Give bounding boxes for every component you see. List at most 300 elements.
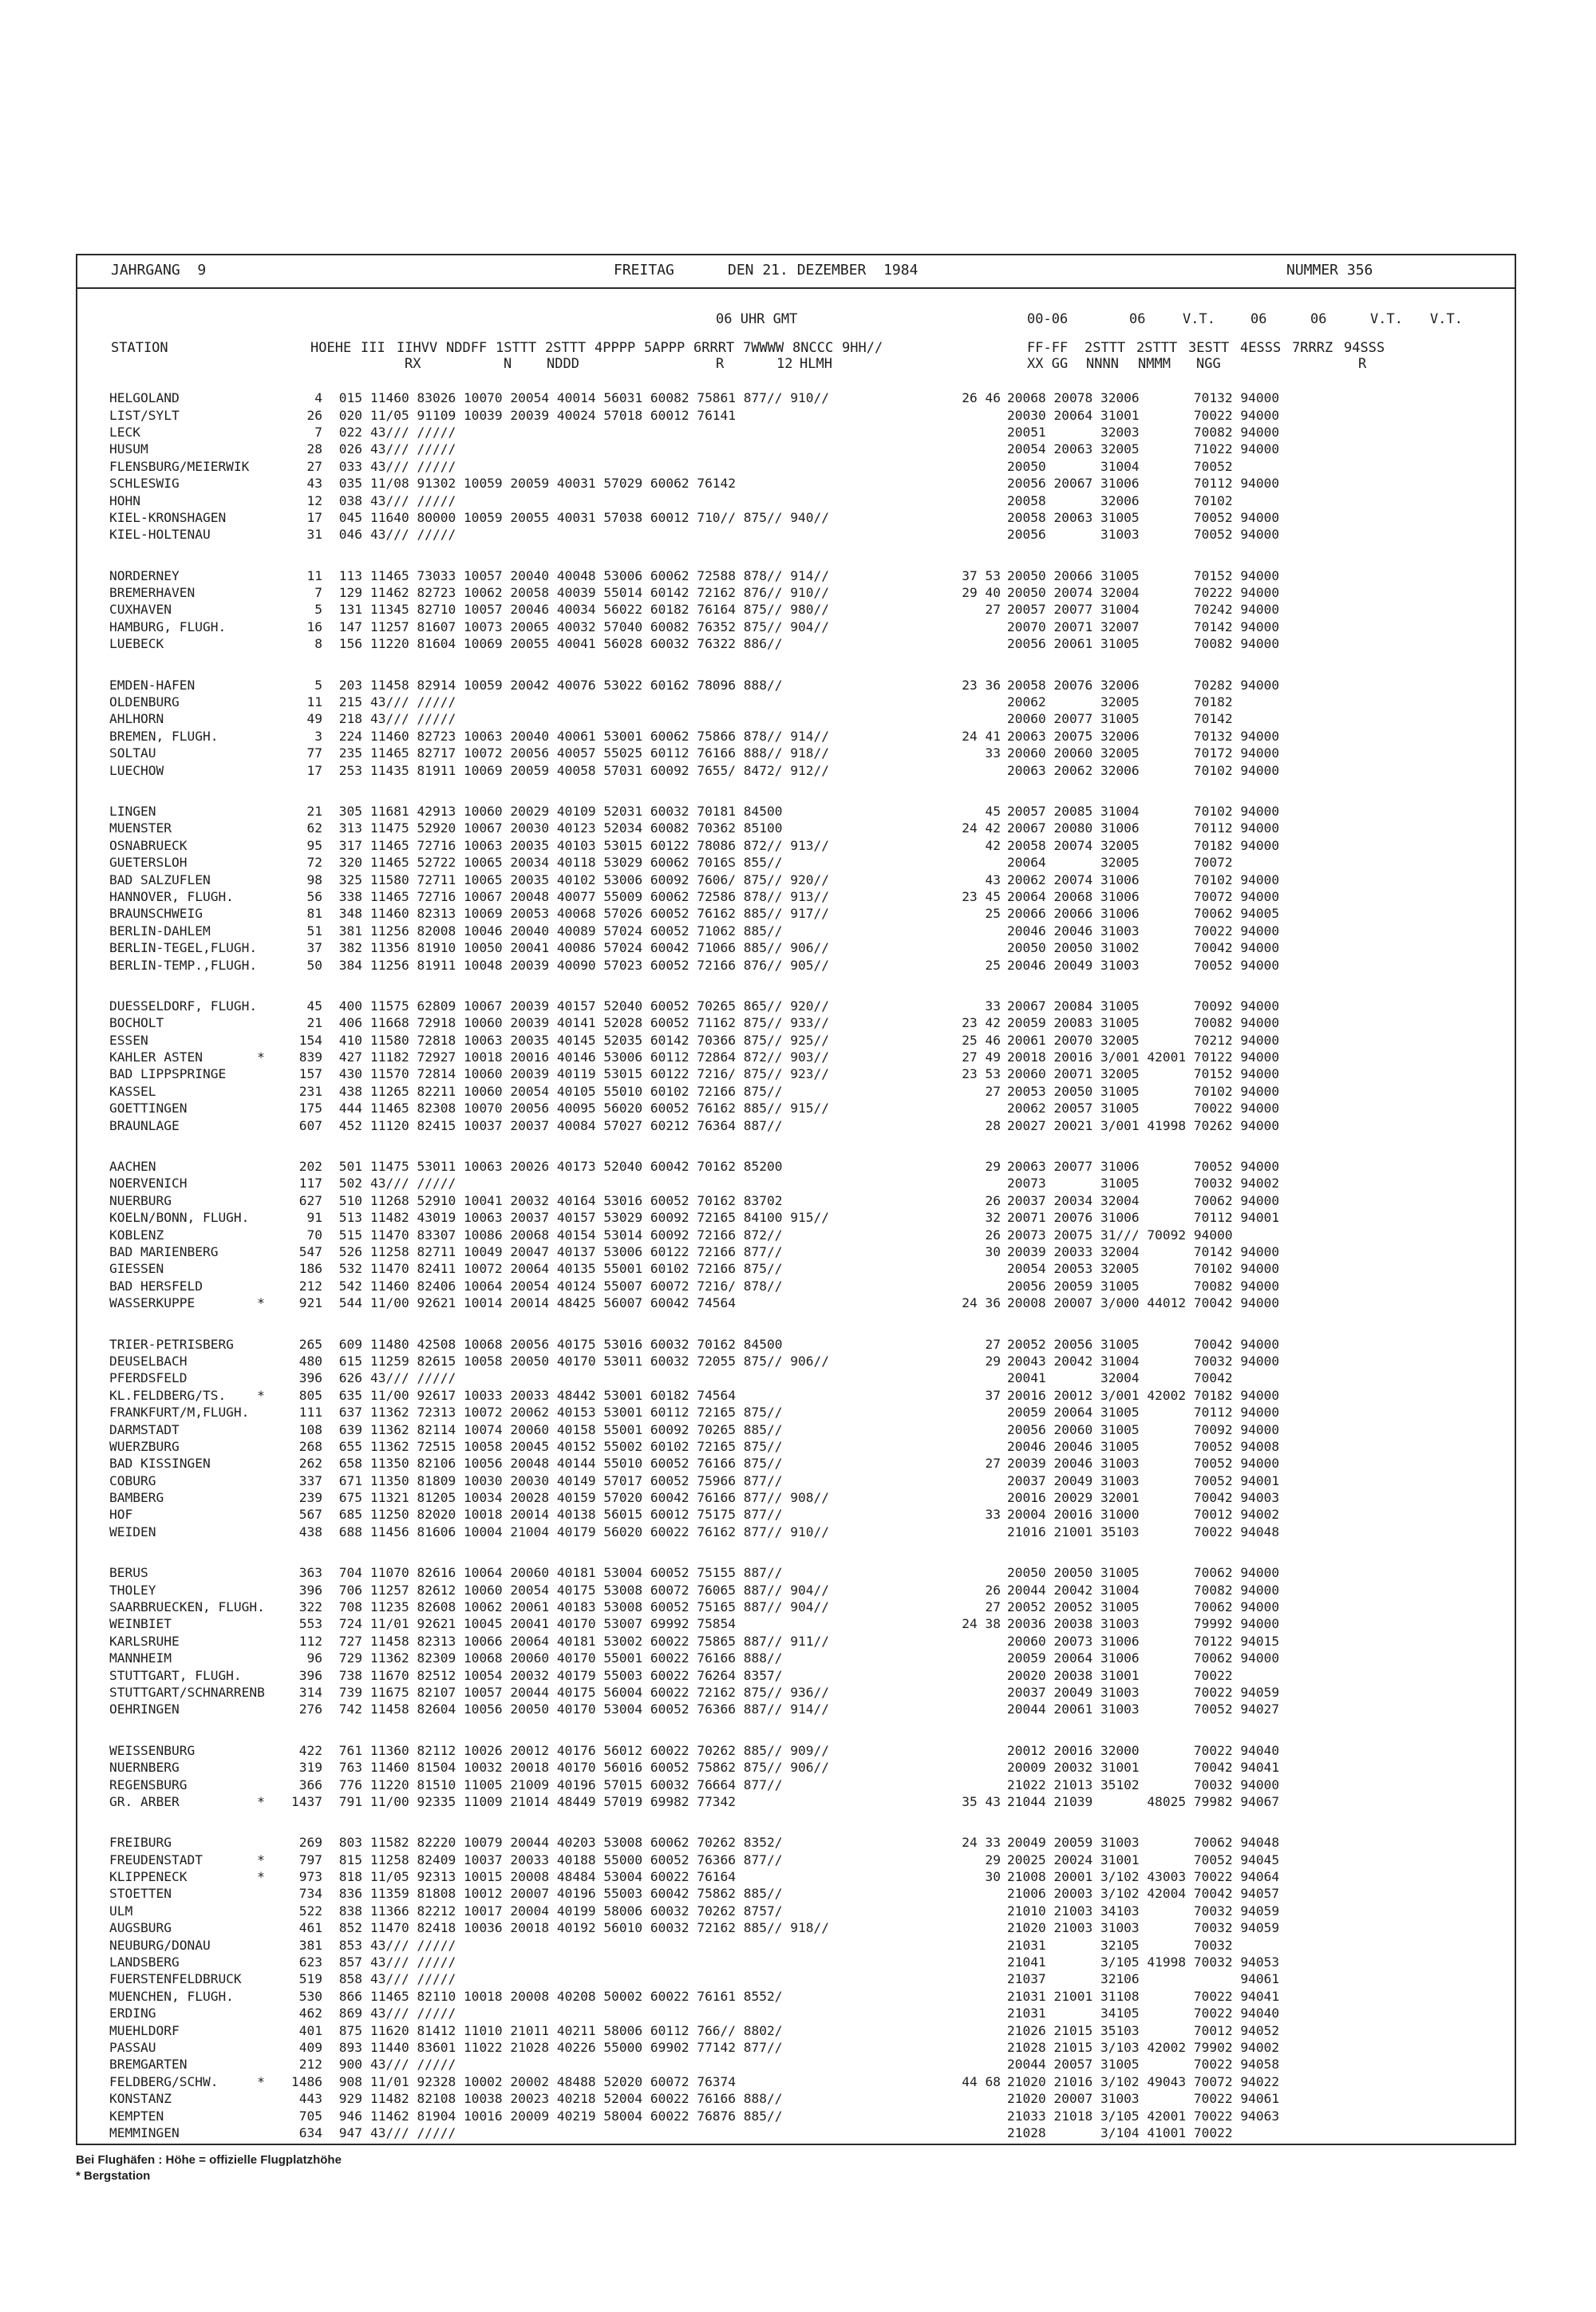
synop-group-right: 21031 32105 70032 xyxy=(1007,1937,1233,1953)
table-row xyxy=(77,998,1515,1014)
synop-group-main: 11460 82406 10064 20054 40124 55007 60072 7216/ 878// xyxy=(370,1278,783,1294)
wind-gust: 29 xyxy=(985,1353,1001,1369)
elevation: 49 xyxy=(306,711,322,727)
table-row xyxy=(77,1226,1515,1243)
table-row xyxy=(77,1885,1515,1902)
table-row xyxy=(77,1335,1515,1352)
synop-group-main: 11582 82220 10079 20044 40203 53008 60062 70262 8352/ xyxy=(370,1835,783,1851)
station-name: LUECHOW xyxy=(109,762,164,778)
station-number xyxy=(322,2141,362,2145)
synop-group-right: 20018 20016 3/001 42001 70122 94000 xyxy=(1007,1049,1280,1065)
wind-gust: 32 xyxy=(985,1210,1001,1226)
table-row xyxy=(77,1455,1515,1472)
elevation: 921 xyxy=(298,1295,322,1311)
station-number: 791 xyxy=(338,1793,362,1809)
station-number: 320 xyxy=(338,855,362,871)
wind-gust: 27 xyxy=(985,602,1001,618)
mountain-marker: * xyxy=(257,2073,265,2089)
synop-group-main: 43/// ///// xyxy=(370,1176,456,1192)
elevation: 186 xyxy=(298,1261,322,1277)
elevation: 27 xyxy=(306,458,322,474)
station-name: COBURG xyxy=(109,1472,156,1488)
wind-gust: 24 41 xyxy=(962,728,1001,744)
synop-group-right: 20012 20016 32000 70022 94040 xyxy=(1007,1742,1280,1758)
synop-group-main: 11366 82212 10017 20004 40199 58006 60032 70262 8757/ xyxy=(370,1903,783,1919)
code-iii: III xyxy=(361,340,385,356)
station-number: 046 xyxy=(338,527,362,543)
station-number: 501 xyxy=(338,1159,362,1175)
synop-group-main: 11681 42913 10060 20029 40109 52031 60032 70181 84500 xyxy=(370,804,783,819)
station-name: KOELN/BONN, FLUGH. xyxy=(109,1210,250,1226)
synop-group-main: 11362 82114 10074 20060 40158 55001 60092 70265 885// xyxy=(370,1421,783,1437)
synop-group-right: 20049 20059 31003 70062 94048 xyxy=(1007,1835,1280,1851)
synop-group-main: 11462 82723 10062 20058 40039 55014 60142 72162 876// 910// xyxy=(370,585,829,601)
station-number: 857 xyxy=(338,1954,362,1970)
station-name: KIEL-HOLTENAU xyxy=(109,527,211,543)
elevation: 366 xyxy=(298,1776,322,1792)
table-row xyxy=(77,1615,1515,1632)
synop-group-right: 21006 20003 3/102 42004 70042 94057 xyxy=(1007,1886,1280,1902)
synop-group-right: 20039 20033 32004 70142 94000 xyxy=(1007,1243,1280,1259)
wind-gust: 24 36 xyxy=(962,1295,1001,1311)
station-number: 635 xyxy=(338,1387,362,1403)
station-number: 838 xyxy=(338,1903,362,1919)
sub-12: 12 xyxy=(776,356,793,372)
station-number: 853 xyxy=(338,1937,362,1953)
station-number: 724 xyxy=(338,1616,362,1632)
synop-group-right: 20053 20050 31005 70102 94000 xyxy=(1007,1083,1280,1099)
synop-group-main: 43/// ///// xyxy=(370,2124,456,2140)
table-row xyxy=(77,728,1515,745)
wind-gust: 27 49 xyxy=(962,1049,1001,1065)
wind-gust: 27 xyxy=(985,1599,1001,1615)
synop-group-right: 20060 20071 32005 70152 94000 xyxy=(1007,1066,1280,1082)
station-name: FREIBURG xyxy=(109,1835,172,1851)
synop-group-main: 11120 82415 10037 20037 40084 57027 60212 76364 887// xyxy=(370,1117,783,1133)
sub-r-right: R xyxy=(1358,356,1367,372)
station-name: KEMPTEN xyxy=(109,2108,164,2124)
wind-gust: 23 53 xyxy=(962,1066,1001,1082)
station-name: TRIER-PETRISBERG xyxy=(109,1336,234,1352)
time-header-line xyxy=(77,311,1515,329)
station-number: 626 xyxy=(338,1370,362,1386)
synop-group-right: 20061 20070 32005 70212 94000 xyxy=(1007,1032,1280,1048)
station-name: SCHLESWIG xyxy=(109,476,180,492)
mountain-marker: * xyxy=(257,1049,265,1065)
synop-group-right: 20058 20063 31005 70052 94000 xyxy=(1007,509,1280,525)
wind-gust: 23 42 xyxy=(962,1015,1001,1031)
elevation: 396 xyxy=(298,1582,322,1598)
station-number: 858 xyxy=(338,1971,362,1987)
table-row xyxy=(77,1776,1515,1792)
elevation: 480 xyxy=(298,1353,322,1369)
synop-group-main: 11360 82112 10026 20012 40176 56012 60022 70262 885// 909// xyxy=(370,1742,829,1758)
synop-group-right: 20073 20075 31/// 70092 94000 xyxy=(1007,1227,1233,1243)
table-row xyxy=(77,694,1515,710)
station-name: ULM xyxy=(109,1903,133,1919)
station-name: NUERNBERG xyxy=(109,1760,180,1776)
table-row xyxy=(77,1633,1515,1650)
synop-group-right: 21020 21016 3/102 49043 70072 94022 xyxy=(1007,2073,1280,2089)
elevation: 7 xyxy=(314,424,322,440)
station-name: FLENSBURG/MEIERWIK xyxy=(109,458,250,474)
station-name: MANNHEIM xyxy=(109,1650,172,1666)
synop-group-right: 20054 20053 32005 70102 94000 xyxy=(1007,1261,1280,1277)
synop-group-main: 11460 83026 10070 20054 40014 56031 60082 75861 877// 910// xyxy=(370,390,829,406)
wind-gust: 27 xyxy=(985,1336,1001,1352)
wind-gust: 24 42 xyxy=(962,820,1001,836)
station-number: 131 xyxy=(338,602,362,618)
synop-group-right: 21008 20001 3/102 43003 70022 94064 xyxy=(1007,1869,1280,1885)
table-row xyxy=(77,1793,1515,1810)
table-row xyxy=(77,1506,1515,1523)
elevation: 547 xyxy=(298,1243,322,1259)
table-row xyxy=(77,888,1515,905)
station-name: OSNABRUECK xyxy=(109,837,188,853)
elevation: 530 xyxy=(298,1988,322,2004)
table-row xyxy=(77,1759,1515,1776)
elevation: 269 xyxy=(298,1835,322,1851)
station-name: BAD MARIENBERG xyxy=(109,1243,219,1259)
synop-group-right: 20071 20076 31006 70112 94001 xyxy=(1007,1210,1280,1226)
station-name: HELGOLAND xyxy=(109,390,180,406)
table-row xyxy=(77,441,1515,457)
station-name: HANNOVER, FLUGH. xyxy=(109,888,234,904)
station-number: 381 xyxy=(338,923,362,939)
table-row xyxy=(77,1278,1515,1294)
elevation: 462 xyxy=(298,2006,322,2022)
station-number: 544 xyxy=(338,1295,362,1311)
station-number: 224 xyxy=(338,728,362,744)
station-name: BERLIN-TEGEL,FLUGH. xyxy=(109,940,258,956)
synop-group-right: 20056 31003 70052 94000 xyxy=(1007,527,1280,543)
station-name: PFERDSFELD xyxy=(109,1370,188,1386)
synop-group-main: 11475 52920 10067 20030 40123 52034 60082 70362 85100 xyxy=(370,820,783,836)
station-number: 026 xyxy=(338,441,362,457)
table-row xyxy=(77,1684,1515,1701)
elevation: 322 xyxy=(298,1599,322,1615)
station-name: ERDING xyxy=(109,2006,156,2022)
station-number: 742 xyxy=(338,1701,362,1717)
synop-group-right: 20030 20064 31001 70022 94000 xyxy=(1007,407,1280,423)
table-row xyxy=(77,939,1515,956)
wind-gust: 43 xyxy=(985,871,1001,887)
table-row xyxy=(77,1524,1515,1540)
code-subheader-line xyxy=(77,356,1515,373)
synop-group-main: 43/// ///// xyxy=(370,694,456,710)
synop-group-main: 11220 81604 10069 20055 40041 56028 60032 76322 886// xyxy=(370,636,783,652)
station-number: 815 xyxy=(338,1852,362,1867)
station-number: 727 xyxy=(338,1633,362,1649)
station-number: 038 xyxy=(338,492,362,508)
synop-group-main: 11435 81911 10069 20059 40058 57031 60092 7655/ 8472/ 912// xyxy=(370,762,829,778)
table-row xyxy=(77,458,1515,475)
table-row xyxy=(77,710,1515,727)
station-name: KIEL-KRONSHAGEN xyxy=(109,509,227,525)
station-name: LUEBECK xyxy=(109,636,164,652)
elevation: 16 xyxy=(306,619,322,634)
synop-group-main: 11465 52722 10065 20034 40118 53029 60062 7016S 855// xyxy=(370,855,783,871)
table-row xyxy=(77,1438,1515,1455)
synop-group-main: 11258 82409 10037 20033 40188 55000 60052 76366 877// xyxy=(370,1852,783,1867)
code-nddff: NDDFF xyxy=(446,340,488,356)
elevation: 95 xyxy=(306,837,322,853)
elevation: 77 xyxy=(306,745,322,761)
elevation: 4 xyxy=(314,390,322,406)
table-row xyxy=(77,1936,1515,1953)
station-name: WEISSENBURG xyxy=(109,1742,196,1758)
station-number: 313 xyxy=(338,820,362,836)
synop-group-right: 20057 20077 31004 70242 94000 xyxy=(1007,602,1280,618)
synop-group-right: 20063 20077 31006 70052 94000 xyxy=(1007,1159,1280,1175)
table-row xyxy=(77,1294,1515,1311)
station-name: BAD KISSINGEN xyxy=(109,1456,211,1472)
station-number: 818 xyxy=(338,1869,362,1885)
station-number: 305 xyxy=(338,804,362,819)
station-name: BERLIN-DAHLEM xyxy=(109,923,211,939)
synop-group-main: 11/01 92621 10045 20041 40170 53007 69992 75854 xyxy=(370,1616,737,1632)
synop-group-right: 20064 32005 70072 xyxy=(1007,855,1233,871)
synop-group-right: 20044 20057 31005 70022 94058 xyxy=(1007,2057,1280,2073)
synop-group-right: 20073 31005 70032 94002 xyxy=(1007,1176,1280,1192)
code-2sttt: 2STTT xyxy=(545,340,587,356)
table-row xyxy=(77,1260,1515,1277)
synop-group-right: 20056 20059 31005 70082 94000 xyxy=(1007,1278,1280,1294)
elevation: 3 xyxy=(314,728,322,744)
table-row xyxy=(77,1666,1515,1683)
synop-group-main: 11470 82418 10036 20018 40192 56010 60032 72162 885// 918// xyxy=(370,1920,829,1936)
station-number: 325 xyxy=(338,871,362,887)
synop-group-main: 11580 72818 10063 20035 40145 52035 60142 70366 875// 925// xyxy=(370,1032,829,1048)
wind-gust: 25 xyxy=(985,957,1001,973)
elevation: 443 xyxy=(298,2091,322,2107)
table-row xyxy=(77,2090,1515,2107)
station-number: 410 xyxy=(338,1032,362,1048)
station-number: 156 xyxy=(338,636,362,652)
station-number: 444 xyxy=(338,1101,362,1116)
synop-group-main: 11482 43019 10063 20037 40157 53029 60092 72165 84100 915// xyxy=(370,1210,829,1226)
elevation: 363 xyxy=(298,1565,322,1581)
elevation: 634 xyxy=(298,2124,322,2140)
elevation: 734 xyxy=(298,1886,322,1902)
table-row xyxy=(77,619,1515,635)
synop-group-right: 20070 20071 32007 70142 94000 xyxy=(1007,619,1280,634)
wind-gust: 29 xyxy=(985,1852,1001,1867)
synop-group-main: 11362 72515 10058 20045 40152 55002 60102 72165 875// xyxy=(370,1438,783,1454)
wind-gust: 25 46 xyxy=(962,1032,1001,1048)
elevation: 319 xyxy=(298,1760,322,1776)
station-name: KASSEL xyxy=(109,1083,156,1099)
synop-group-main: 11/05 91109 10039 20039 40024 57018 60012 76141 xyxy=(370,407,737,423)
synop-group-main: 11460 81504 10032 20018 40170 56016 60052 75862 875// 906// xyxy=(370,1760,829,1776)
station-name: BERUS xyxy=(109,1565,148,1581)
station-number: 406 xyxy=(338,1015,362,1031)
time-right-6: V.T. xyxy=(1430,311,1463,327)
table-row xyxy=(77,1014,1515,1031)
station-number: 776 xyxy=(338,1776,362,1792)
elevation: 8 xyxy=(314,636,322,652)
synop-group-main: 11250 82020 10018 20014 40138 56015 60012 75175 877// xyxy=(370,1507,783,1523)
station-name: NEUBURG/DONAU xyxy=(109,1937,211,1953)
elevation: 396 xyxy=(298,1370,322,1386)
table-row xyxy=(77,1404,1515,1421)
synop-group-right: 21031 21001 31108 70022 94041 xyxy=(1007,1988,1280,2004)
synop-group-main: 11640 80000 10059 20055 40031 57038 60012 710// 875// 940// xyxy=(370,509,829,525)
sub-nnnn: NNNN xyxy=(1086,356,1119,372)
station-name: WEINBIET xyxy=(109,1616,172,1632)
table-row xyxy=(77,871,1515,887)
elevation: 627 xyxy=(298,1192,322,1208)
station-group xyxy=(77,1564,1515,1718)
station-number: 929 xyxy=(338,2091,362,2107)
table-row xyxy=(77,1158,1515,1175)
elevation: 212 xyxy=(298,2057,322,2073)
elevation: 56 xyxy=(306,888,322,904)
wind-gust: 30 xyxy=(985,1869,1001,1885)
station-name: MUEHLDORF xyxy=(109,2022,180,2038)
table-row xyxy=(77,584,1515,601)
sub-nddd: NDDD xyxy=(547,356,579,372)
table-row xyxy=(77,1489,1515,1506)
synop-group-right: 20016 20029 32001 70042 94003 xyxy=(1007,1490,1280,1506)
wind-gust: 26 xyxy=(985,1582,1001,1598)
synop-group-right: 20062 32005 70182 xyxy=(1007,694,1233,710)
table-row xyxy=(77,1192,1515,1209)
code-r2sttt-a: 2STTT xyxy=(1084,340,1126,356)
sub-n: N xyxy=(504,356,512,372)
station-number: 763 xyxy=(338,1760,362,1776)
synop-group-main xyxy=(362,2141,921,2145)
footnotes xyxy=(76,2152,794,2184)
elevation: 973 xyxy=(298,1869,322,1885)
synop-group-main: 11456 81606 10004 21004 40179 56020 60022 76162 877// 910// xyxy=(370,1524,829,1539)
synop-group-main: 43/// ///// xyxy=(370,711,456,727)
station-name: BAD SALZUFLEN xyxy=(109,871,211,887)
wind-gust: 29 xyxy=(985,1159,1001,1175)
table-row xyxy=(77,1209,1515,1226)
table-row xyxy=(77,389,1515,406)
time-right-2: V.T. xyxy=(1183,311,1215,327)
table-row xyxy=(77,1421,1515,1437)
station-number: 761 xyxy=(338,1742,362,1758)
elevation: 12 xyxy=(306,492,322,508)
station-number: 655 xyxy=(338,1438,362,1454)
table-row xyxy=(77,1701,1515,1717)
table-row xyxy=(77,475,1515,492)
station-group xyxy=(77,676,1515,778)
table-row xyxy=(77,509,1515,526)
table-row xyxy=(77,526,1515,543)
station-name: OEHRINGEN xyxy=(109,1701,180,1717)
table-row xyxy=(77,1834,1515,1851)
table-row xyxy=(77,2056,1515,2073)
station-name: FUERSTENFELDBRUCK xyxy=(109,1971,242,1987)
station-name: HOF xyxy=(109,1507,133,1523)
synop-group-right: 20057 20085 31004 70102 94000 xyxy=(1007,804,1280,819)
wind-gust: 42 xyxy=(985,837,1001,853)
station-name: PASSAU xyxy=(109,2040,156,2055)
synop-group-main: 11/00 92617 10033 20033 48442 53001 60182 74564 xyxy=(370,1387,737,1403)
synop-group-right: 20009 20032 31001 70042 94041 xyxy=(1007,1760,1280,1776)
station-name: KOBLENZ xyxy=(109,1227,164,1243)
station-group xyxy=(77,1742,1515,1811)
mountain-marker: * xyxy=(257,1387,265,1403)
synop-group-right: 20058 20074 32005 70182 94000 xyxy=(1007,837,1280,853)
station-number: 515 xyxy=(338,1227,362,1243)
elevation: 96 xyxy=(306,1650,322,1666)
station-name: LIST/SYLT xyxy=(109,407,180,423)
elevation: 401 xyxy=(298,2022,322,2038)
time-right-0: 00-06 xyxy=(1027,311,1069,327)
synop-group-right: 20025 20024 31001 70052 94045 xyxy=(1007,1852,1280,1867)
station-number: 675 xyxy=(338,1490,362,1506)
synop-group-main: 11670 82512 10054 20032 40179 55003 60022 76264 8357/ xyxy=(370,1667,783,1683)
station-name: BAD LIPPSPRINGE xyxy=(109,1066,227,1082)
elevation: 202 xyxy=(298,1159,322,1175)
synop-group-right: 20050 31004 70052 xyxy=(1007,458,1233,474)
station-name: KLIPPENECK xyxy=(109,1869,188,1885)
station-name: AUGSBURG xyxy=(109,1920,172,1936)
synop-group-main: 11/08 91302 10059 20059 40031 57029 60062 76142 xyxy=(370,476,737,492)
synop-group-main: 43/// ///// xyxy=(370,1954,456,1970)
table-row xyxy=(77,1903,1515,1919)
synop-group-right: 21028 3/104 41001 70022 xyxy=(1007,2124,1233,2140)
table-row xyxy=(77,1353,1515,1369)
station-number: 615 xyxy=(338,1353,362,1369)
table-row xyxy=(77,635,1515,652)
station-name: KONSTANZ xyxy=(109,2091,172,2107)
elevation: 17 xyxy=(306,509,322,525)
elevation: 396 xyxy=(298,1667,322,1683)
station-number: 338 xyxy=(338,888,362,904)
table-row xyxy=(77,1919,1515,1936)
synop-group-right: 20036 20038 31003 79992 94000 xyxy=(1007,1616,1280,1632)
table-row xyxy=(77,2141,1515,2145)
synop-group-main: 11462 81904 10016 20009 40219 58004 60022 76876 885// xyxy=(370,2108,783,2124)
table-row xyxy=(77,1032,1515,1049)
code-4pppp: 4PPPP xyxy=(595,340,636,356)
mountain-marker: * xyxy=(257,1295,265,1311)
wind-gust: 26 xyxy=(985,1192,1001,1208)
station-number: 215 xyxy=(338,694,362,710)
table-row xyxy=(77,406,1515,423)
synop-group-main: 43/// ///// xyxy=(370,1937,456,1953)
station-name: BREMERHAVEN xyxy=(109,585,196,601)
station-number: 015 xyxy=(338,390,362,406)
station-number: 688 xyxy=(338,1524,362,1539)
station-name: BREMEN, FLUGH. xyxy=(109,728,219,744)
synop-group-main: 43/// ///// xyxy=(370,527,456,543)
mountain-marker xyxy=(249,2141,273,2145)
synop-group-right: 21031 34105 70022 94040 xyxy=(1007,2006,1280,2022)
synop-group-right: 20037 20049 31003 70022 94059 xyxy=(1007,1684,1280,1700)
elevation: 607 xyxy=(298,1117,322,1133)
wind-gust: 33 xyxy=(985,745,1001,761)
station-number: 035 xyxy=(338,476,362,492)
elevation: 11 xyxy=(306,694,322,710)
table-row xyxy=(77,1472,1515,1488)
station-number: 430 xyxy=(338,1066,362,1082)
station-name: SOLTAU xyxy=(109,745,156,761)
station-number: 729 xyxy=(338,1650,362,1666)
table-row xyxy=(77,923,1515,939)
station-number: 022 xyxy=(338,424,362,440)
station-group xyxy=(77,1335,1515,1540)
station-name: GIESSEN xyxy=(109,1261,164,1277)
code-6rrrt: 6RRRT xyxy=(693,340,735,356)
code-1sttt: 1STTT xyxy=(496,340,537,356)
synop-group-main: 43/// ///// xyxy=(370,1971,456,1987)
